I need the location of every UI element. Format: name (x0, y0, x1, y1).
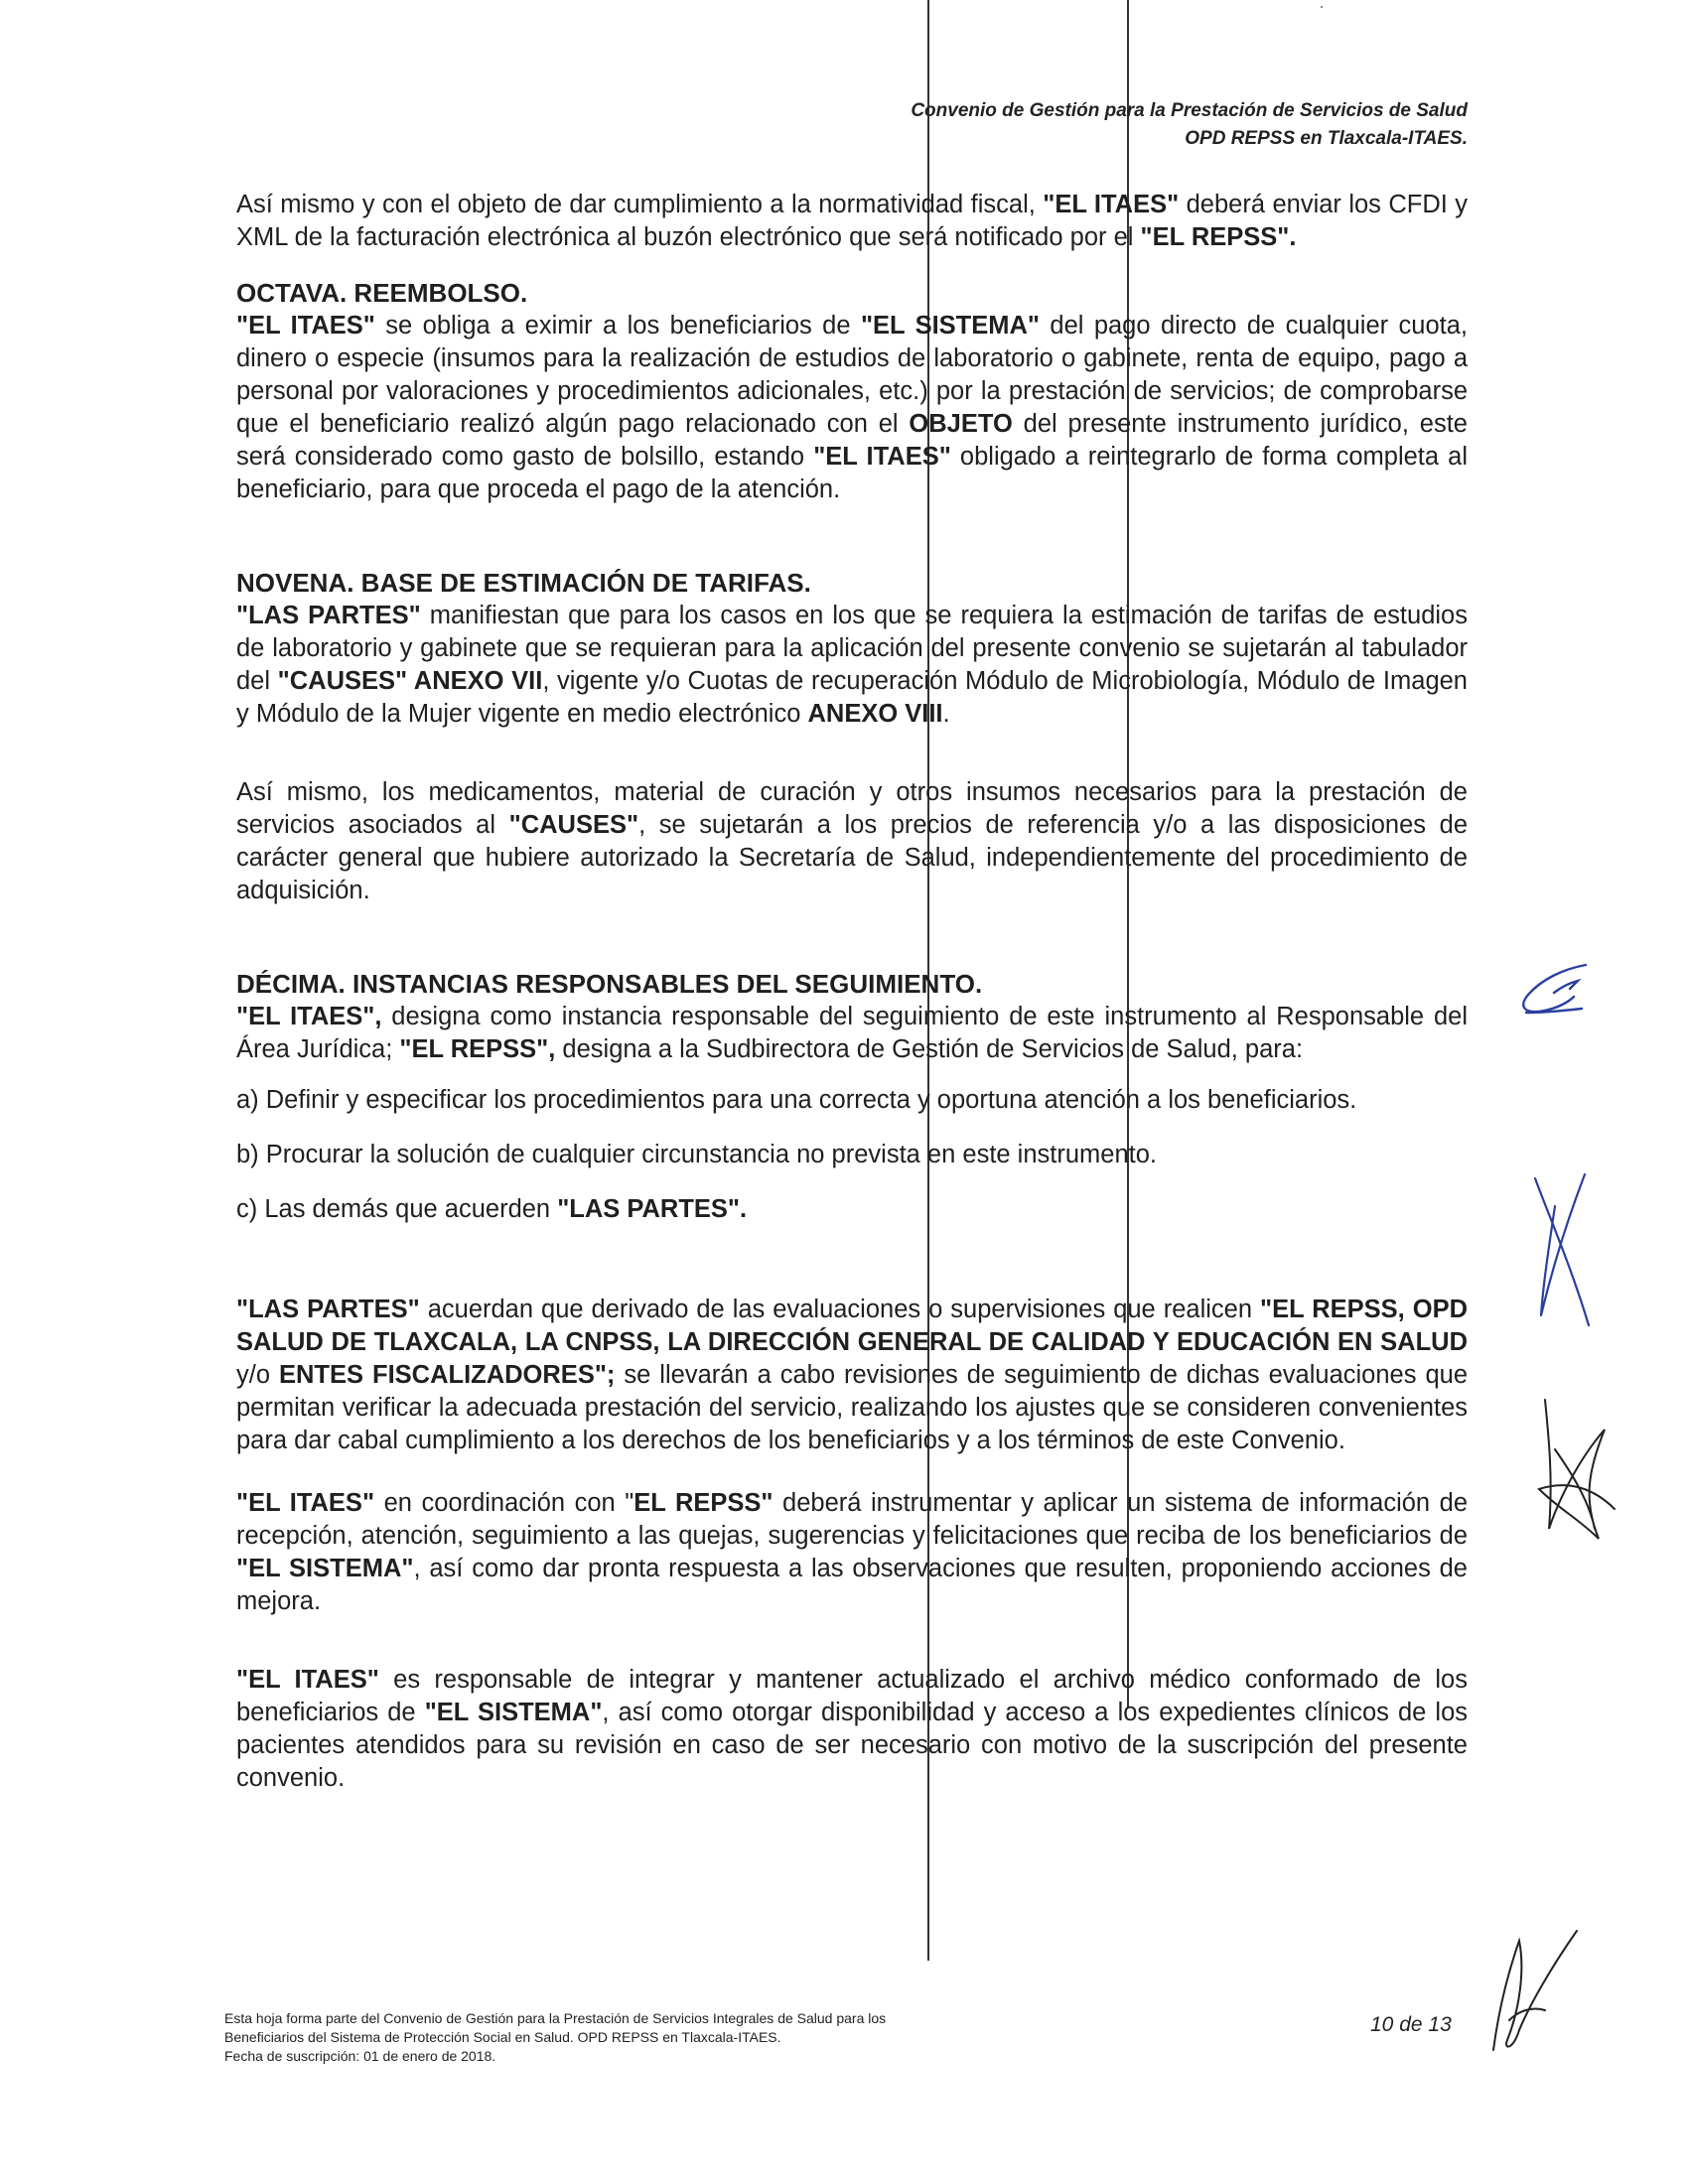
text: Así mismo y con el objeto de dar cumplimiento a la normatividad fiscal, (236, 191, 1044, 218)
bold-text: "EL ITAES" (236, 1666, 379, 1694)
bold-text: ENTES FISCALIZADORES"; (279, 1361, 616, 1389)
spacer (236, 1618, 1468, 1664)
spacer (236, 1248, 1468, 1294)
text: Así mismo, los medicamentos, material de curación y otros insumos necesarios para la prestación de servicios asociados al (236, 778, 1468, 839)
bold-text: "LAS PARTES" (236, 1296, 420, 1323)
text: obligado a reintegrarlo de forma completa al beneficiario, para que proceda el pago de la atención. (236, 443, 1469, 503)
section-title-decima: DÉCIMA. INSTANCIAS RESPONSABLES DEL SEGUIMIENTO. (236, 969, 983, 999)
list-item-a: a) Definir y especificar los procedimientos para una correcta y oportuna atención a los beneficiarios. (236, 1086, 1357, 1114)
list-item-b: b) Procurar la solución de cualquier circunstancia no prevista en este instrumento. (236, 1141, 1157, 1168)
footer-line-2: Beneficiarios del Sistema de Protección Social en Salud. OPD REPSS en Tlaxcala-ITAES. (224, 2029, 781, 2045)
document-body (236, 189, 1468, 1795)
scan-speck (1321, 6, 1323, 8)
page-footer (224, 2009, 1019, 2066)
bold-text: "EL ITAES" (236, 312, 375, 340)
paragraph-fiscal (236, 189, 1468, 254)
text: c) Las demás que acuerden (236, 1195, 558, 1223)
bold-text: "LAS PARTES" (236, 602, 421, 629)
section-title-octava: OCTAVA. REEMBOLSO. (236, 278, 528, 308)
bold-text: "EL REPSS". (1140, 223, 1297, 251)
list-item-c (236, 1193, 1468, 1226)
signature-initial-3 (1519, 1390, 1628, 1559)
paragraph-reembolso (236, 310, 1468, 506)
spacer (236, 506, 1468, 566)
paragraph-tarifas (236, 600, 1468, 731)
spacer (236, 731, 1468, 776)
footer-line-1: Esta hoja forma parte del Convenio de Gestión para la Prestación de Servicios Integrales de Salud para los (224, 2010, 887, 2026)
text: del presente instrumento jurídico, este será considerado como gasto de bolsillo, estando (236, 410, 1468, 471)
bold-text: "CAUSES" ANEXO VII (277, 667, 543, 695)
bold-text: "LAS PARTES". (557, 1195, 748, 1223)
text: se obliga a eximir a los beneficiarios de (374, 312, 861, 340)
text: , así como dar pronta respuesta a las observaciones que resulten, proponiendo acciones de mejora. (236, 1555, 1468, 1615)
spacer (236, 1457, 1468, 1487)
page-header (911, 97, 1468, 153)
text: deberá instrumentar y aplicar un sistema de información de recepción, atención, seguimiento a las quejas, sugerencias y felicitaciones que reciba de los beneficiarios de (236, 1489, 1469, 1550)
spacer (236, 907, 1468, 967)
paragraph-medicamentos (236, 776, 1468, 907)
text: es responsable de integrar y mantener actualizado el archivo médico conformado de los beneficiarios de (236, 1666, 1468, 1726)
bold-text: "EL REPSS", (399, 1035, 556, 1063)
text: del pago directo de cualquier cuota, dinero o especie (insumos para la realización de estudios de laboratorio o gabinete, renta de equipo, pago a personal por valoraciones y procedimientos adicionales, etc.) por la prestación de servicios; de comprobarse que el beneficiario realizó algún pago relacionado con el (236, 312, 1468, 438)
text: , vigente y/o Cuotas de recuperación Módulo de Microbiología, Módulo de Imagen y Módulo de la Mujer vigente en medio electrónico (236, 667, 1468, 728)
text: , se sujetarán a los precios de referencia y/o a las disposiciones de carácter general que hubiere autorizado la Secretaría de Salud, independientemente del procedimiento de adquisición. (236, 811, 1468, 904)
paragraph-evaluaciones (236, 1294, 1468, 1457)
signature-initial-2 (1519, 1166, 1609, 1345)
bold-text: OBJETO (909, 410, 1013, 438)
text: . (942, 700, 950, 728)
paragraph-instancias (236, 1001, 1468, 1066)
text: y/o (236, 1361, 279, 1389)
text: designa a la Sudbirectora de Gestión de Servicios de Salud, para: (555, 1035, 1304, 1063)
bold-text: "EL SISTEMA" (236, 1555, 414, 1582)
text: se llevarán a cabo revisiones de seguimiento de dichas evaluaciones que permitan verificar la adecuada prestación del servicio, realizando los ajustes que se consideren convenientes para dar cabal cumplimiento a los derechos de los beneficiarios y a los términos de este Convenio. (236, 1361, 1468, 1454)
signature-initial-4 (1450, 1911, 1589, 2060)
text: deberá enviar los CFDI y XML de la facturación electrónica al buzón electrónico que será notificado por el (236, 191, 1469, 251)
bold-text: "EL REPSS, OPD SALUD DE TLAXCALA, LA CNPSS, LA DIRECCIÓN GENERAL DE CALIDAD Y EDUCACIÓN EN SALUD (236, 1296, 1468, 1356)
bold-text: EL REPSS" (633, 1489, 774, 1517)
text: manifiestan que para los casos en los que se requiera la estimación de tarifas de estudios de laboratorio y gabinete que se requieran para la aplicación del presente convenio se sujetarán al tabulador del (236, 602, 1468, 695)
text: en coordinación con " (374, 1489, 634, 1517)
bold-text: "EL ITAES" (1043, 191, 1180, 218)
bold-text: "CAUSES" (508, 811, 639, 839)
signature-initial-1 (1504, 953, 1604, 1032)
bold-text: "EL SISTEMA" (424, 1699, 603, 1726)
bold-text: "EL SISTEMA" (860, 312, 1040, 340)
bold-text: "EL ITAES" (236, 1489, 375, 1517)
spacer (236, 254, 1468, 276)
page-number: 10 de 13 (1370, 2013, 1452, 2036)
bold-text: "EL ITAES" (813, 443, 951, 471)
header-line-1: Convenio de Gestión para la Prestación de Servicios de Salud (911, 100, 1468, 121)
text: acuerdan que derivado de las evaluaciones o supervisiones que realicen (419, 1296, 1261, 1323)
header-line-2: OPD REPSS en Tlaxcala-ITAES. (1185, 128, 1468, 149)
bold-text: ANEXO VIII (807, 700, 943, 728)
section-title-novena: NOVENA. BASE DE ESTIMACIÓN DE TARIFAS. (236, 568, 811, 598)
text: designa como instancia responsable del seguimiento de este instrumento al Responsable del Área Jurídica; (236, 1003, 1468, 1063)
paragraph-archivo-medico (236, 1664, 1468, 1795)
paragraph-sistema-informacion (236, 1487, 1468, 1618)
bold-text: "EL ITAES", (236, 1003, 382, 1030)
footer-line-3: Fecha de suscripción: 01 de enero de 2018. (224, 2048, 496, 2064)
text: , así como otorgar disponibilidad y acceso a los expedientes clínicos de los pacientes atendidos para su revisión en caso de ser necesario con motivo de la suscripción del presente convenio. (236, 1699, 1468, 1792)
